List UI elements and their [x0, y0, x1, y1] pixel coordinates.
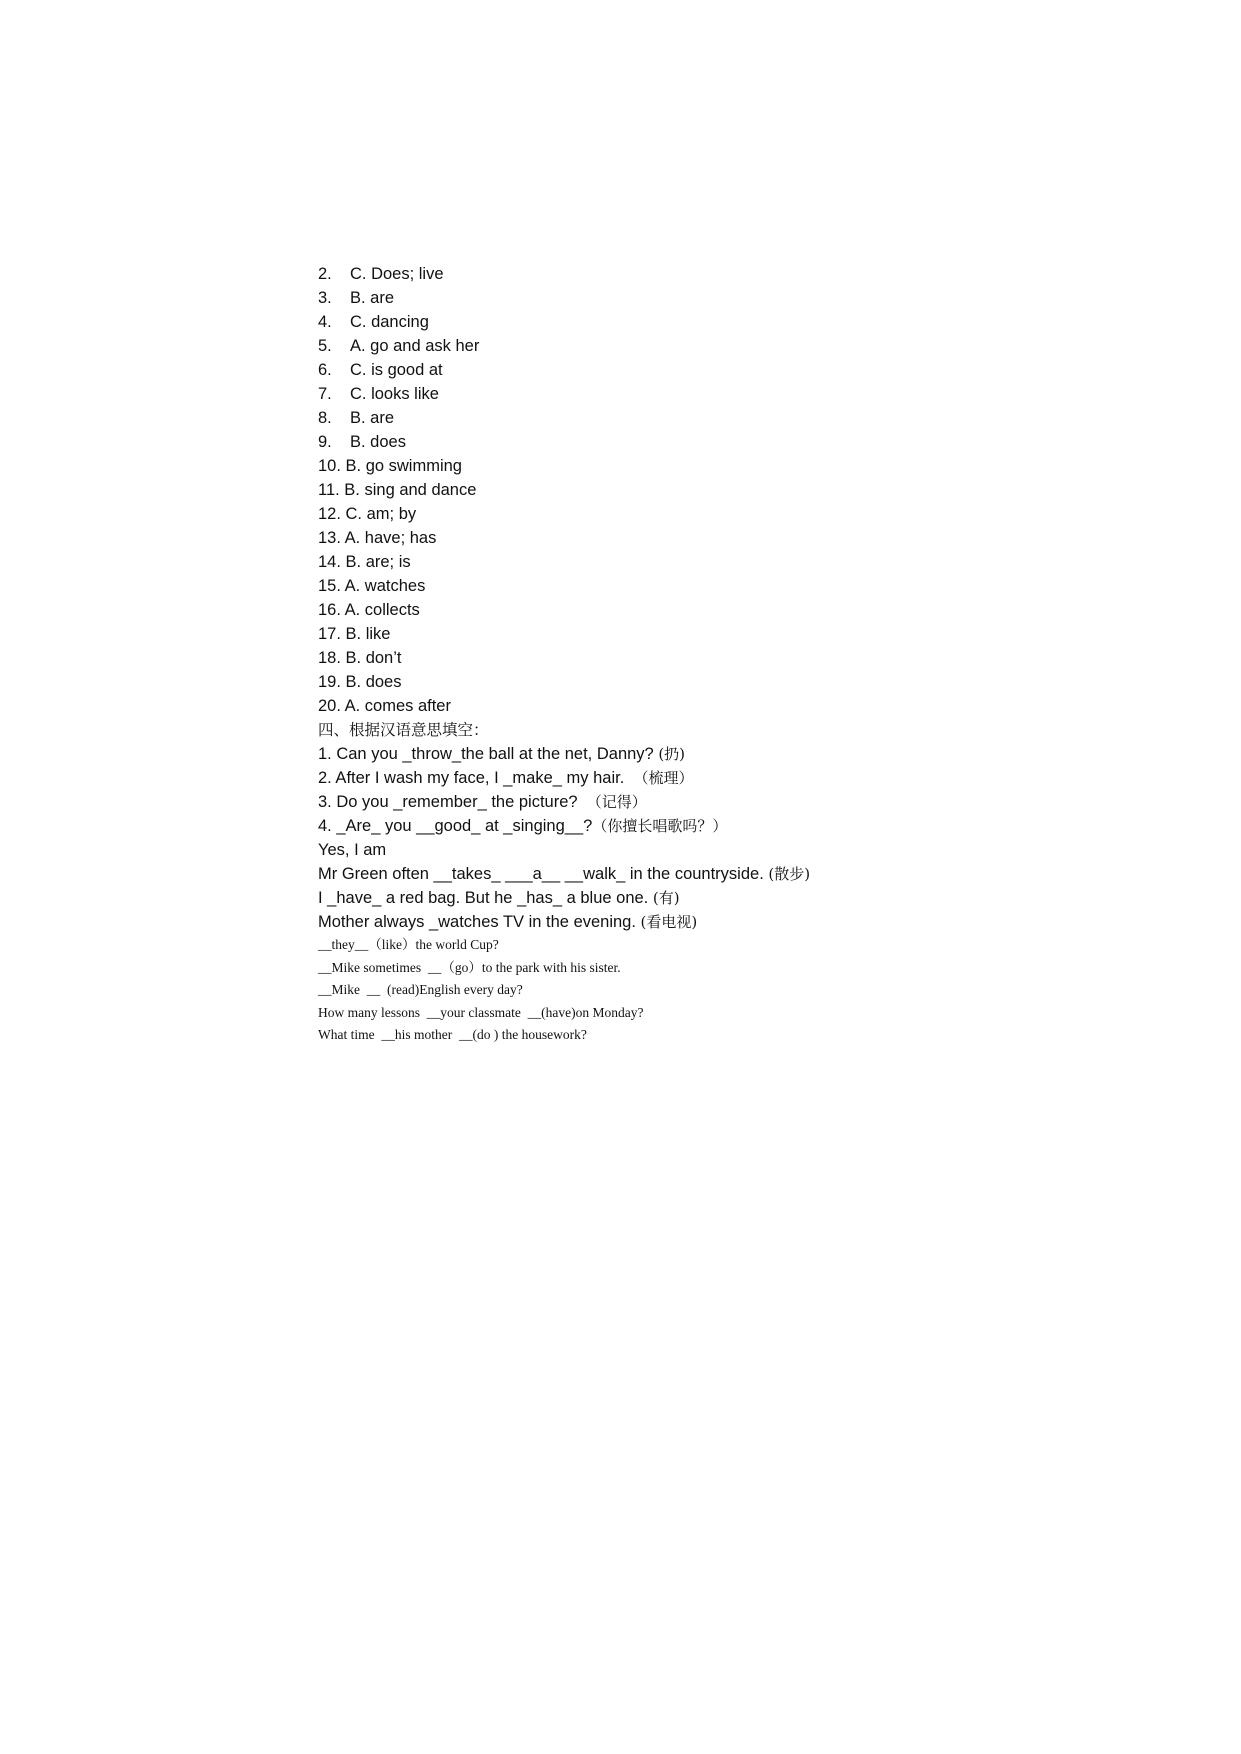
- answer-line: 13. A. have; has: [318, 529, 437, 547]
- answer-number: 4.: [318, 313, 332, 331]
- exercise-line: What time __his mother __(do ) the housework?: [318, 1027, 587, 1043]
- answer-number: 2.: [318, 265, 332, 283]
- answer-line: 10. B. go swimming: [318, 457, 462, 475]
- answer-number: 5.: [318, 337, 332, 355]
- fill-text: 4. _Are_ you __good_ at _singing__?: [318, 817, 593, 835]
- answer-number: 7.: [318, 385, 332, 403]
- fill-line: [318, 742, 1018, 766]
- chinese-hint: (扔): [658, 745, 686, 763]
- fill-text: Mr Green often __takes_ ___a__ __walk_ in the countryside.: [318, 865, 769, 883]
- chinese-hint: (散步): [768, 865, 811, 883]
- chinese-hint: （你擅长唱歌吗？）: [592, 817, 728, 835]
- answer-line: 17. B. like: [318, 625, 391, 643]
- fill-text: Mother always _watches TV in the evening.: [318, 913, 641, 931]
- answer-line: 20. A. comes after: [318, 697, 451, 715]
- answer-line: [318, 262, 1018, 286]
- fill-text: 3. Do you _remember_ the picture?: [318, 793, 587, 811]
- fill-line: [318, 886, 1018, 910]
- answer-line: 15. A. watches: [318, 577, 426, 595]
- answer-text: C. is good at: [350, 361, 443, 379]
- answer-line: 12. C. am; by: [318, 505, 417, 523]
- answer-number: 6.: [318, 361, 332, 379]
- answer-line: 11. B. sing and dance: [318, 481, 477, 499]
- fill-line: [318, 838, 1018, 862]
- answer-line: [318, 310, 1018, 334]
- answer-line: [318, 406, 1018, 430]
- exercise-line: __Mike __ (read)English every day?: [318, 982, 523, 998]
- answer-text: C. Does; live: [350, 265, 444, 283]
- answer-text: A. go and ask her: [350, 337, 480, 355]
- answer-text: B. are: [350, 409, 395, 427]
- exercise-line: How many lessons __your classmate __(have)on Monday?: [318, 1004, 644, 1020]
- chinese-hint: (看电视): [640, 913, 698, 931]
- answer-line: [318, 430, 1018, 454]
- answer-line: 16. A. collects: [318, 601, 420, 619]
- fill-line: [318, 910, 1018, 934]
- fill-text: Yes, I am: [318, 841, 387, 859]
- answer-line: [318, 358, 1018, 382]
- answer-text: C. dancing: [350, 313, 429, 331]
- answer-text: C. looks like: [350, 385, 439, 403]
- section-heading: 四、根据汉语意思填空：: [318, 721, 489, 739]
- answer-line: [318, 286, 1018, 310]
- answer-line: [318, 334, 1018, 358]
- chinese-hint: (有): [652, 889, 680, 907]
- exercise-line: __Mike sometimes __（go）to the park with his sister.: [318, 959, 621, 975]
- fill-line: [318, 814, 1018, 838]
- fill-line: [318, 862, 1018, 886]
- answer-text: B. are: [350, 289, 395, 307]
- fill-text: I _have_ a red bag. But he _has_ a blue one.: [318, 889, 653, 907]
- answer-number: 9.: [318, 433, 332, 451]
- answer-number: 8.: [318, 409, 332, 427]
- fill-line: [318, 766, 1018, 790]
- answer-content: [318, 262, 1018, 1047]
- answer-line: 19. B. does: [318, 673, 402, 691]
- fill-line: [318, 790, 1018, 814]
- chinese-hint: （梳理）: [633, 769, 694, 787]
- exercise-line: __they__（like）the world Cup?: [318, 937, 499, 952]
- answer-text: B. does: [350, 433, 406, 451]
- answer-number: 3.: [318, 289, 332, 307]
- fill-text: 2. After I wash my face, I _make_ my hair.: [318, 769, 634, 787]
- answer-line: [318, 382, 1018, 406]
- fill-text: 1. Can you _throw_the ball at the net, Danny?: [318, 745, 659, 763]
- answer-line: 18. B. don’t: [318, 649, 402, 667]
- chinese-hint: （记得）: [586, 793, 647, 811]
- answer-line: 14. B. are; is: [318, 553, 411, 571]
